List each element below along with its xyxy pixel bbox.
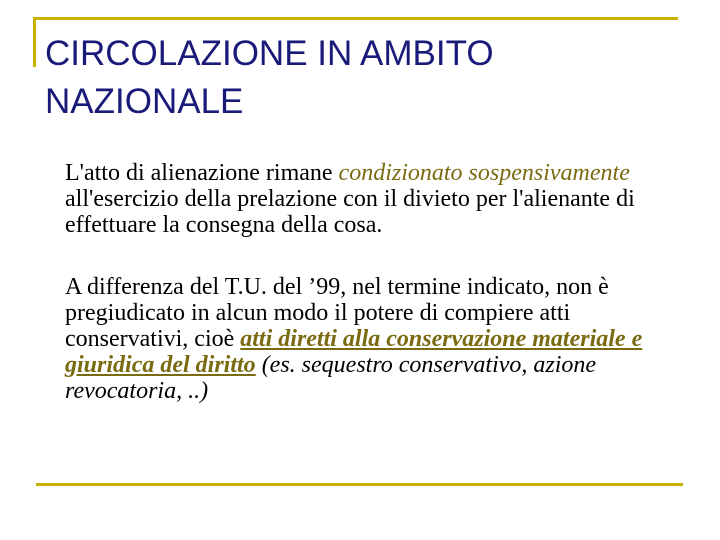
paragraph-1-highlight-2: sospensivamente [468, 160, 630, 186]
paragraph-1-text-start: L'atto di alienazione rimane [65, 160, 339, 186]
paragraph-2-italic-end: (es. sequestro conservativo, azione revocatoria, ..) [65, 352, 597, 404]
paragraph-1-text-end: all'esercizio della prelazione con il divieto per l'alienante di effettuare la consegna della cosa. [65, 186, 635, 238]
paragraph-2-highlight: atti diretti alla conservazione materiale e giuridica del diritto [65, 326, 643, 378]
slide-title [45, 30, 685, 126]
title-line-1: CIRCOLAZIONE IN AMBITO [45, 34, 494, 73]
paragraph-1-highlight-1: condizionato [338, 160, 463, 186]
paragraph-1 [65, 160, 675, 238]
paragraph-2 [65, 274, 675, 404]
title-line-2: NAZIONALE [45, 82, 244, 121]
slide-body [65, 160, 675, 404]
top-accent-line [33, 17, 678, 20]
left-accent-line [33, 17, 36, 67]
bottom-accent-line [36, 483, 683, 486]
paragraph-2-text-start: A differenza del T.U. del ’99, nel termine indicato, non è pregiudicato in alcun modo il potere di compiere atti conservativi, cioè [65, 274, 609, 352]
